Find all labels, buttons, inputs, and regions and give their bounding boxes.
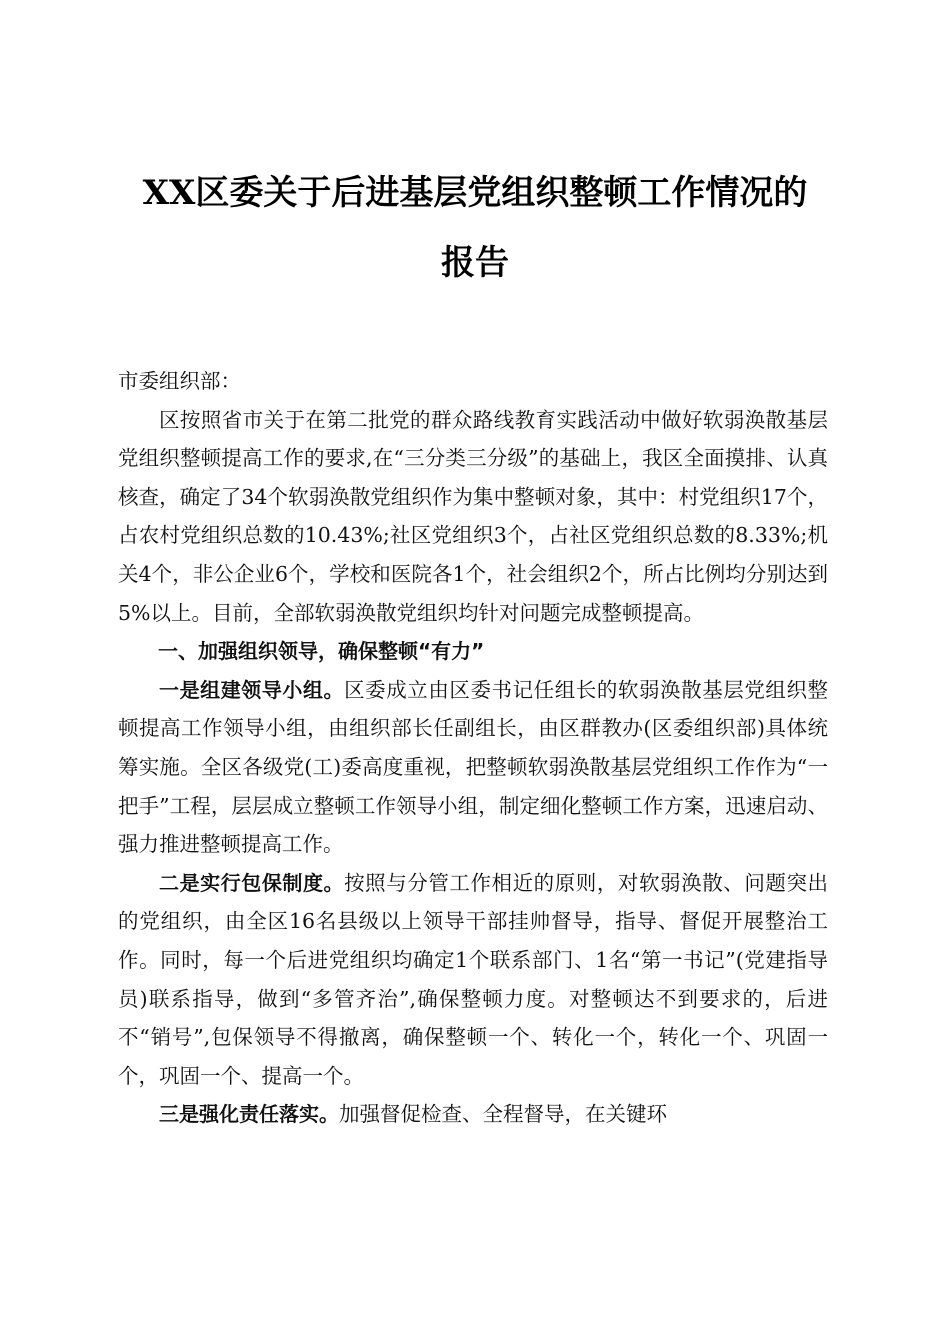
paragraph-1-lead: 一是组建领导小组。	[159, 677, 345, 702]
paragraph-1-text: 区委成立由区委书记任组长的软弱涣散基层党组织整顿提高工作领导小组，由组织部长任副组长，由区群教办(区委组织部)具体统筹实施。全区各级党(工)委高度重视，把整顿软弱涣散基层党组织工作作为“一把手”工程，层层成立整顿工作领导小组，制定细化整顿工作方案，迅速启动、强力推进整顿提高工作。	[118, 677, 829, 857]
paragraph-3	[118, 1095, 828, 1134]
intro-paragraph: 区按照省市关于在第二批党的群众路线教育实践活动中做好软弱涣散基层党组织整顿提高工作的要求,在“三分类三分级”的基础上，我区全面摸排、认真核查，确定了34个软弱涣散党组织作为集中整顿对象，其中：村党组织17个，占农村党组织总数的10.43%;社区党组织3个，占社区党组织总数的8.33%;机关4个，非公企业6个，学校和医院各1个，社会组织2个，所占比例均分别达到5%以上。目前，全部软弱涣散党组织均针对问题完成整顿提高。	[118, 407, 828, 625]
paragraph-3-lead: 三是强化责任落实。	[159, 1102, 339, 1127]
document-body	[118, 362, 828, 1134]
section-heading-1: 一、加强组织领导，确保整顿“有力”	[158, 639, 485, 664]
paragraph-2	[118, 864, 828, 1096]
paragraph-1	[118, 671, 828, 864]
paragraph-2-text: 按照与分管工作相近的原则，对软弱涣散、问题突出的党组织，由全区16名县级以上领导干部挂帅督导，指导、督促开展整治工作。同时，每一个后进党组织均确定1个联系部门、1名“第一书记”(党建指导员)联系指导，做到“多管齐治”,确保整顿力度。对整顿达不到要求的，后进不“销号”,包保领导不得撤离，确保整顿一个、转化一个，转化一个、巩固一个，巩固一个、提高一个。	[118, 870, 829, 1088]
paragraph-2-lead: 二是实行包保制度。	[159, 870, 345, 895]
salutation: 市委组织部：	[118, 369, 241, 393]
document-title-line2: 报告	[441, 243, 509, 283]
document-title-line1: XX区委关于后进基层党组织整顿工作情况的	[142, 173, 808, 213]
paragraph-3-text: 加强督促检查、全程督导，在关键环	[339, 1102, 667, 1127]
